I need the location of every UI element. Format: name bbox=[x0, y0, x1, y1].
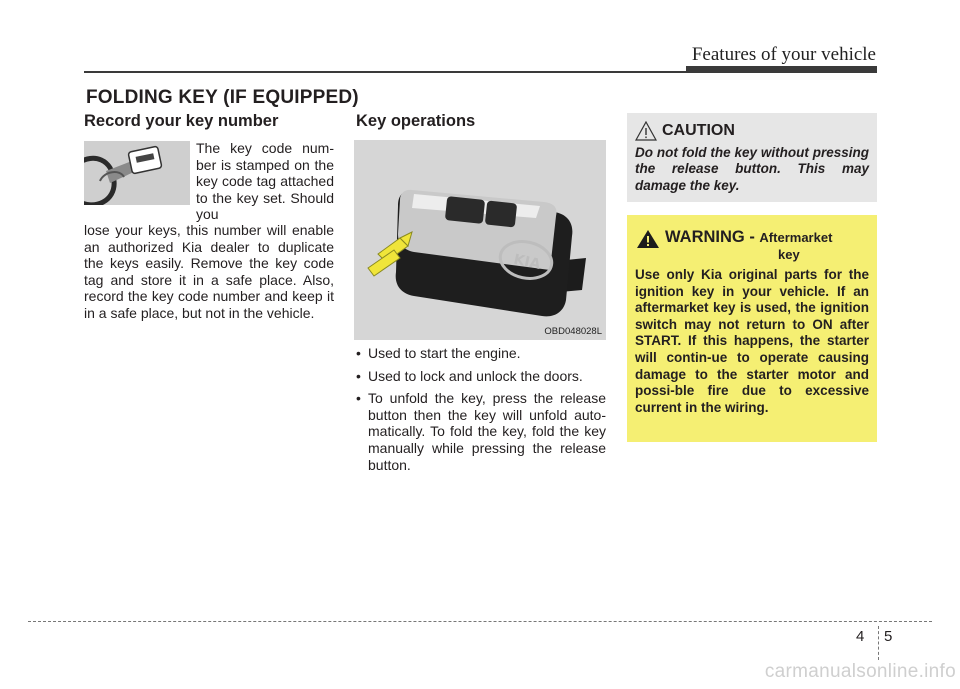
caution-text: Do not fold the key without pressing the release button. This may damage the key. bbox=[635, 145, 869, 193]
operations-list bbox=[356, 345, 606, 479]
record-heading: Record your key number bbox=[84, 112, 279, 130]
warning-triangle-icon bbox=[636, 229, 660, 249]
chapter-number: 4 bbox=[856, 628, 865, 645]
list-item: • Used to lock and unlock the doors. bbox=[356, 368, 606, 385]
warning-subtitle-line2: key bbox=[778, 247, 800, 262]
caution-triangle-icon bbox=[635, 121, 657, 141]
key-tag-photo bbox=[84, 141, 190, 205]
header-title: Features of your vehicle bbox=[691, 44, 876, 65]
warning-title: WARNING - bbox=[665, 228, 755, 246]
record-body-text: lose your keys, this number will enable an authorized Kia dealer to duplicate the keys easily. Remove the key code tag and store it in a safe place. Also, record the key code number and keep it in a safe place, but not in the vehicle. bbox=[84, 222, 334, 321]
caution-box bbox=[627, 113, 877, 202]
section-title: FOLDING KEY (IF EQUIPPED) bbox=[86, 87, 359, 108]
list-item: • To unfold the key, press the release button then the key will unfold auto-matically. To fold the key, fold the key manually while pressing the release button. bbox=[356, 390, 606, 473]
operations-heading: Key operations bbox=[356, 112, 476, 130]
warning-subtitle: Aftermarket bbox=[759, 230, 833, 245]
header-rule-accent bbox=[686, 66, 877, 73]
page-number: 5 bbox=[884, 628, 893, 645]
warning-text: Use only Kia original parts for the ignition key in your vehicle. If an aftermarket key is used, the ignition switch may not return to ON after START. If this happens, the starter will contin-ue to operate causing damage to the starter motor and possi-ble fire due to excessive current in the wiring. bbox=[635, 267, 869, 415]
list-item: • Used to start the engine. bbox=[356, 345, 606, 362]
caution-title: CAUTION bbox=[662, 122, 735, 139]
photo-caption: OBD048028L bbox=[544, 326, 602, 337]
watermark: carmanualsonline.info bbox=[764, 661, 956, 682]
footer-divider bbox=[878, 626, 879, 660]
svg-text:KIA: KIA bbox=[512, 251, 542, 273]
key-fob-photo bbox=[354, 140, 606, 340]
record-intro-text: The key code num-ber is stamped on the key code tag attached to the key set. Should you bbox=[196, 140, 334, 223]
footer-rule bbox=[28, 621, 932, 622]
warning-box bbox=[627, 215, 877, 442]
